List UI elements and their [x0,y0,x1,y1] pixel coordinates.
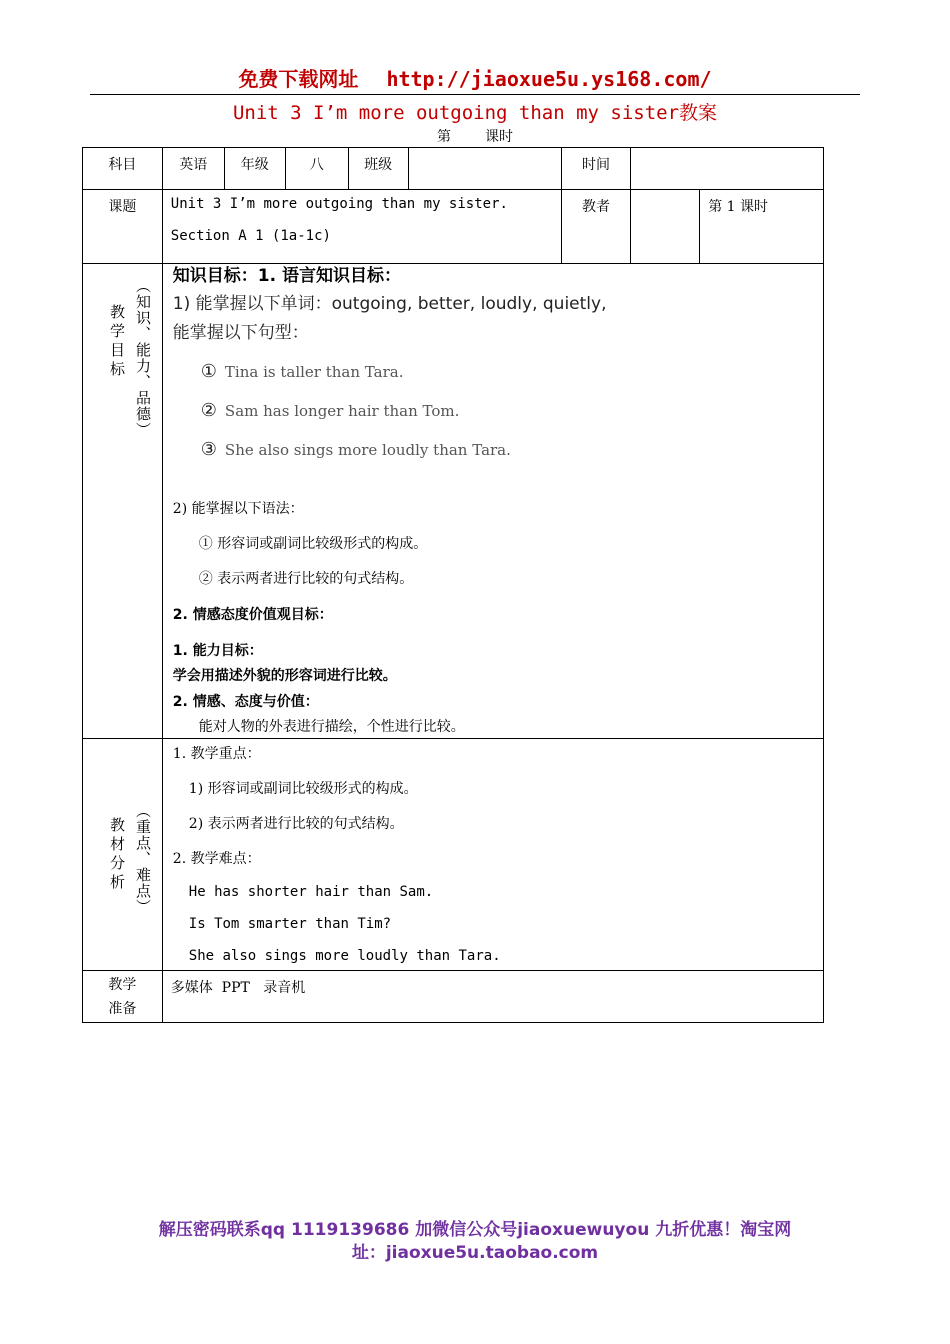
grade-label: 年级 [224,148,285,190]
sentence-item: ① Tina is taller than Tara. [200,361,404,383]
sentence-list [173,361,813,460]
subject-label: 科目 [83,148,163,190]
class-label: 班级 [348,148,408,190]
topic-label: 课题 [83,190,163,264]
row-analysis [83,739,824,971]
time-value [631,148,824,190]
key-heading: 1. 教学重点： [172,746,261,763]
footer [0,1219,950,1265]
footer-line-2[interactable]: 址：jiaoxue5u.taobao.com [351,1243,599,1263]
topic-value [162,190,561,264]
time-label: 时间 [561,148,631,190]
grammar-line: 2) 能掌握以下语法： [172,501,304,518]
teacher-label: 教者 [561,190,631,264]
objectives-paren: （知识、能力、品德） [134,278,152,438]
analysis-label: 教材分析 [108,817,126,894]
grammar-item: ① 形容词或副词比较级形式的构成。 [198,536,428,553]
ability-text: 学会用描述外貌的形容词进行比较。 [172,668,397,685]
prep-value: 多媒体 PPT 录音机 [162,971,823,1023]
period-line [90,126,860,146]
period-keshi: 课时 [485,129,513,145]
analysis-paren: （重点、难点） [134,803,152,916]
key-item: 1) 形容词或副词比较级形式的构成。 [188,781,418,798]
period-di: 第 [437,129,451,145]
topic-line-2: Section A 1 (1a-1c) [170,228,331,244]
site-header [90,63,860,92]
values-heading: 2. 情感、态度与价值： [172,694,319,711]
row-topic [83,190,824,264]
analysis-content [162,739,823,971]
key-item: 2) 表示两者进行比较的句式结构。 [188,816,404,833]
document-title: Unit 3 I’m more outgoing than my sister教案 [232,102,718,124]
difficulty-item: He has shorter hair than Sam. [188,884,434,901]
row-subject [83,148,824,190]
grade-value: 八 [285,148,348,190]
difficulty-heading: 2. 教学难点： [172,851,261,868]
difficulty-item: She also sings more loudly than Tara. [188,948,501,965]
words-line: 1) 能掌握以下单词：outgoing, better, loudly, quietly, [172,294,607,315]
header-rule [90,94,860,95]
topic-line-1: Unit 3 I’m more outgoing than my sister. [170,196,508,212]
header-label: 免费下载网址 [238,67,359,91]
values-text: 能对人物的外表进行描绘，个性进行比较。 [198,719,465,736]
header-url-link[interactable]: http://jiaoxue5u.ys168.com/ [386,67,712,91]
objectives-label: 教学目标 [108,304,126,380]
row-objectives [83,264,824,739]
class-value [408,148,561,190]
difficulty-item: Is Tom smarter than Tim? [188,916,392,933]
knowledge-heading: 知识目标：1. 语言知识目标： [172,266,401,286]
footer-line-1: 解压密码联系qq 1119139686 加微信公众号jiaoxuewuyou 九折优惠！淘宝网 [158,1220,792,1240]
ability-heading: 1. 能力目标： [172,643,263,660]
lesson-plan-table [82,147,824,1023]
subject-value: 英语 [162,148,224,190]
sentence-item: ③ She also sings more loudly than Tara. [200,439,511,461]
teacher-value [631,190,700,264]
prep-label: 教学 准备 [83,971,163,1023]
row-prep [83,971,824,1023]
grammar-item: ② 表示两者进行比较的句式结构。 [198,571,414,588]
sentence-item: ② Sam has longer hair than Tom. [200,400,460,422]
objectives-label-cell [83,264,163,739]
patterns-line: 能掌握以下句型： [172,322,309,343]
analysis-label-cell [83,739,163,971]
emotion-heading: 2. 情感态度价值观目标： [172,607,333,624]
objectives-content [162,264,823,739]
lesson-number: 第 1 课时 [700,190,824,264]
